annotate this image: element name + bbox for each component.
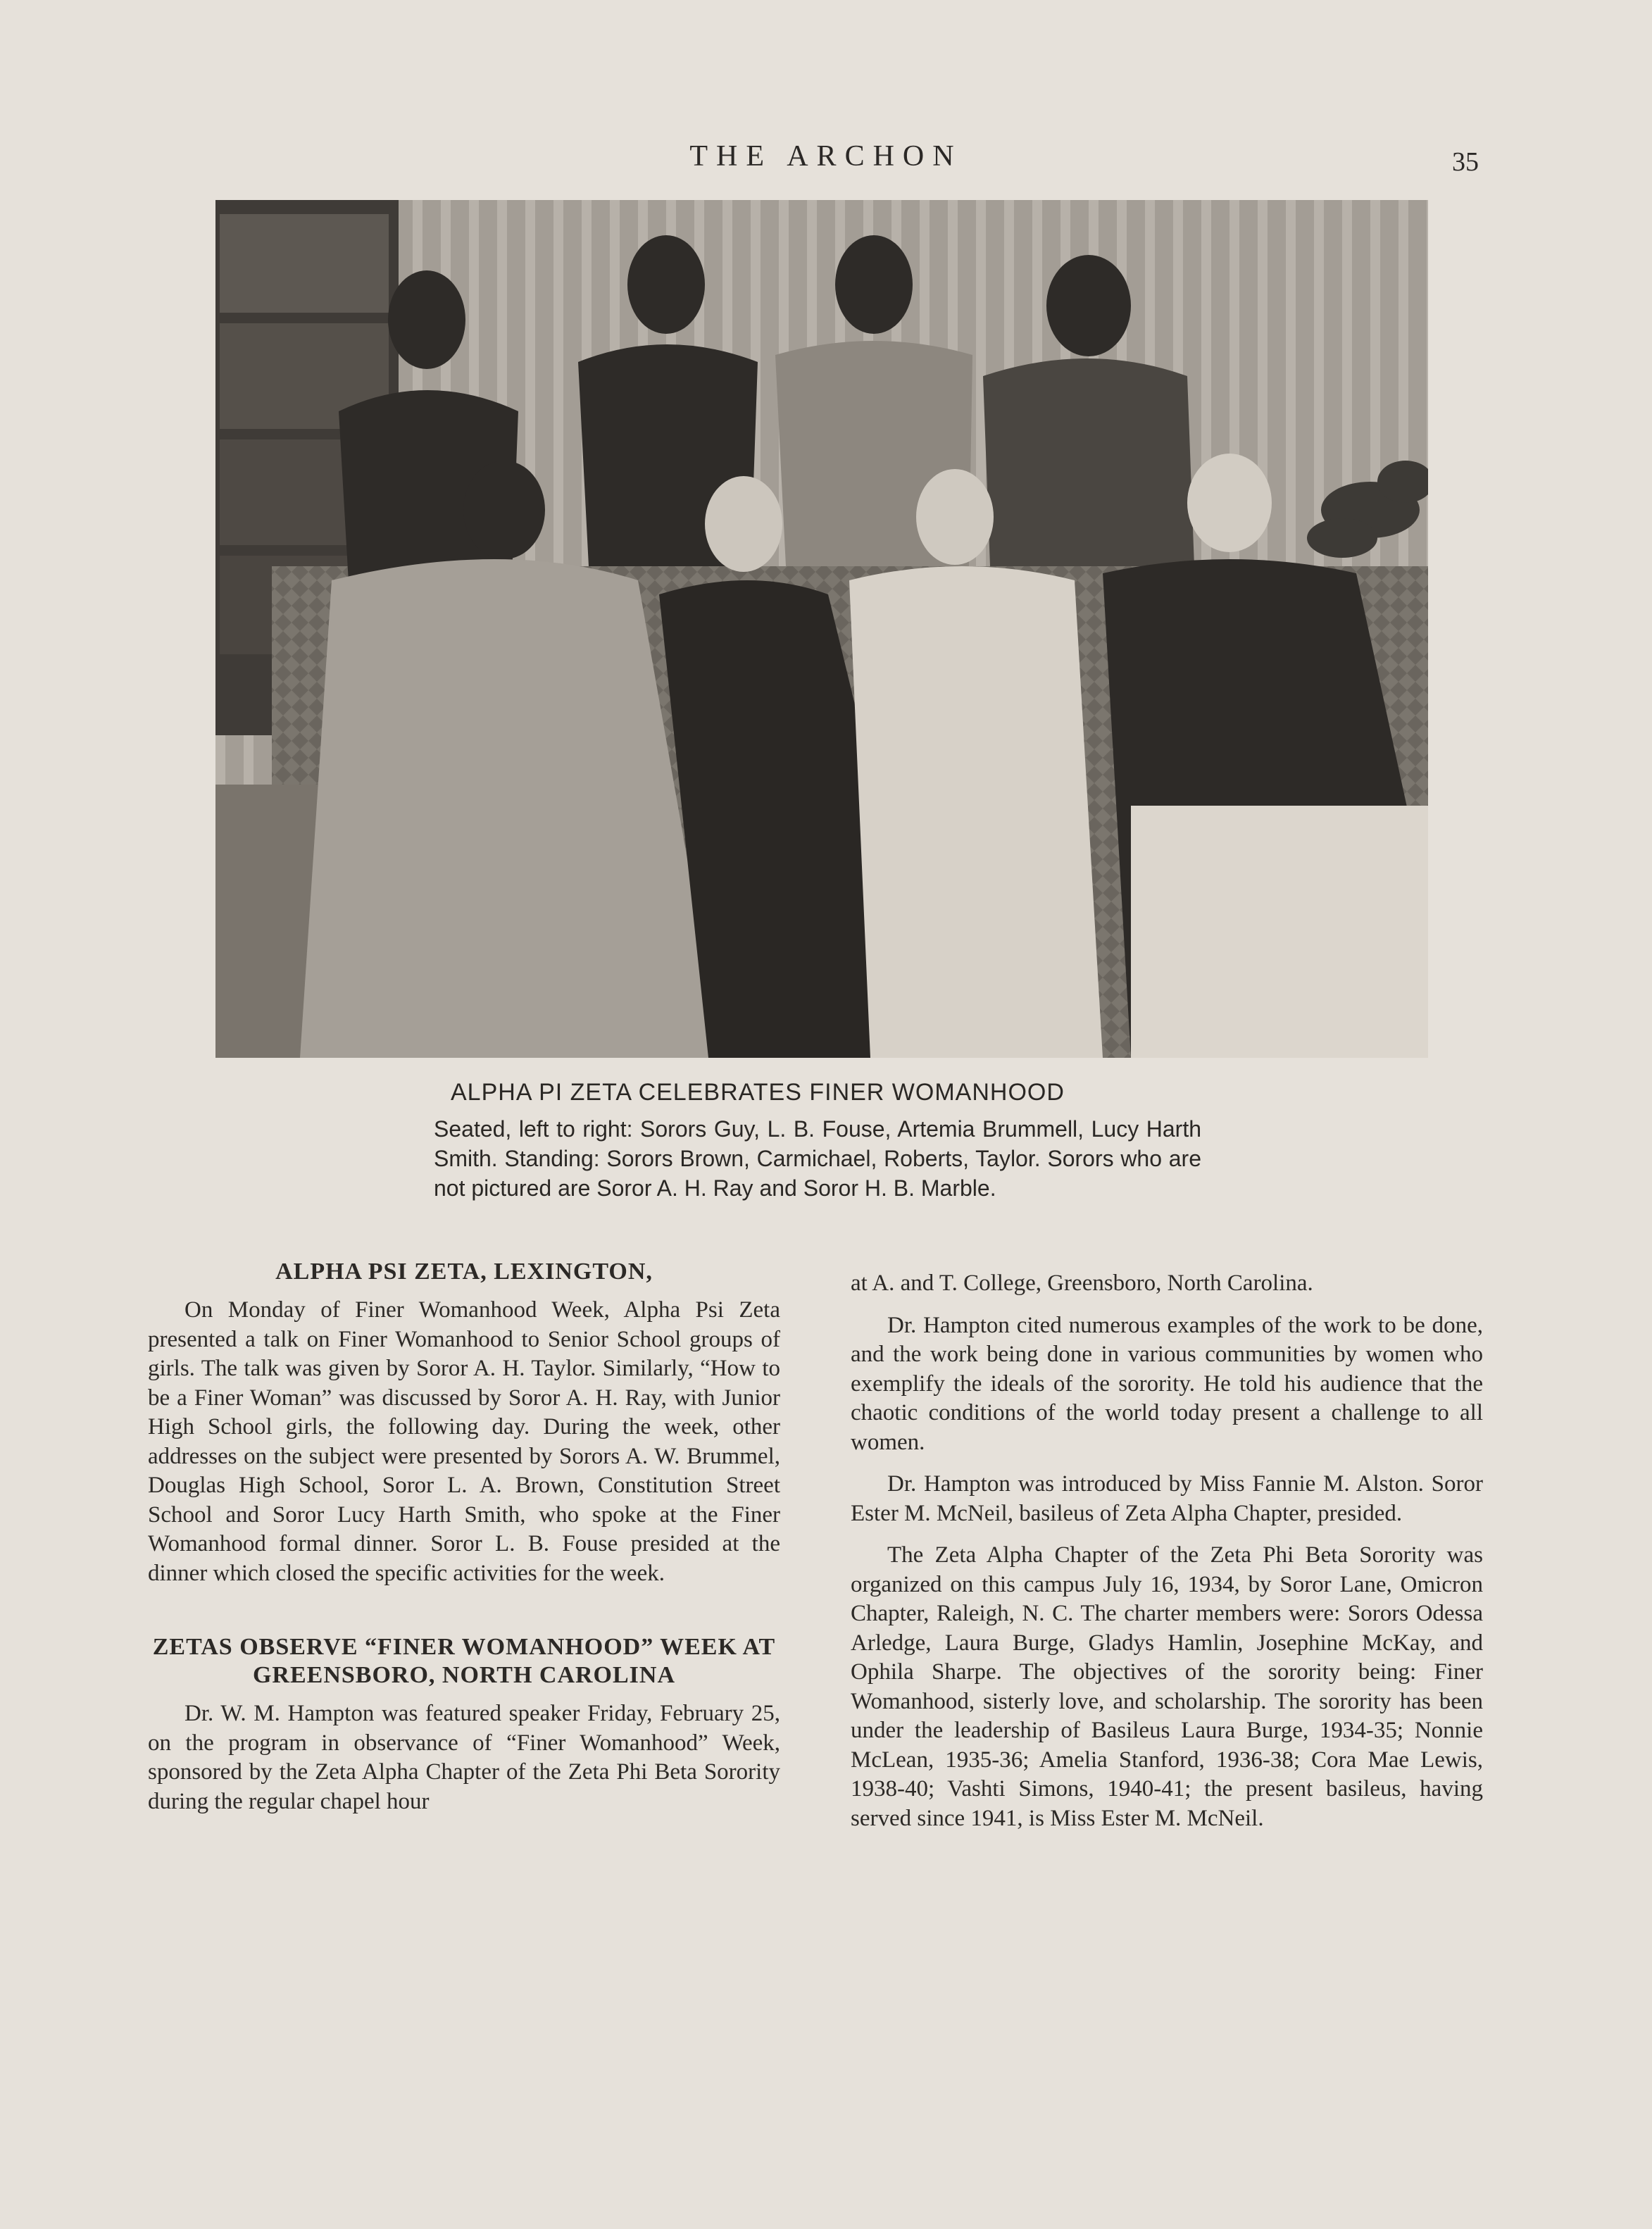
group-photograph (215, 200, 1428, 1058)
article-paragraph: On Monday of Finer Womanhood Week, Alpha Psi Zeta presented a talk on Finer Womanhood to Senior School groups of girls. The talk was given by Soror A. H. Taylor. Similarly, “How to be a Finer Woman” was discussed by Soror A. H. Ray, with Junior High School girls, the following day. During the week, other addresses on the subject were presented by Sorors A. W. Brummel, Douglas High School, Soror L. A. Brown, Constitution Street School and Soror Lucy Harth Smith, who spoke at the Finer Womanhood formal dinner. Soror L. B. Fouse presided at the dinner which closed the specific activities for the week. (148, 1297, 780, 1586)
article-paragraph: Dr. W. M. Hampton was featured speaker Friday, February 25, on the program in observance of “Finer Womanhood” Week, sponsored by the Zeta Alpha Chapter of the Zeta Phi Beta Sorority during the regular chapel hour (148, 1701, 780, 1814)
right-column (851, 1269, 1483, 1833)
running-title: THE ARCHON (689, 140, 963, 173)
article-heading: ALPHA PSI ZETA, LEXINGTON, (275, 1259, 653, 1285)
article-paragraph: The Zeta Alpha Chapter of the Zeta Phi Beta Sorority was organized on this campus July 16, 1934, by Soror Lane, Omicron Chapter, Raleigh, N. C. The charter members were: Sorors Odessa Arledge, Laura Burge, Gladys Hamlin, Josephine McKay, and Ophila Sharpe. The objectives of the sorority being: Finer Womanhood, sisterly love, and scholarship. The sorority has been under the leadership of Basileus Laura Burge, 1934-35; Nonnie McLean, 1935-36; Amelia Stanford, 1936-38; Cora Mae Lewis, 1938-40; Vashti Simons, 1940-41; the present basileus, having served since 1941, is Miss Ester M. McNeil. (851, 1542, 1483, 1831)
article-heading: ZETAS OBSERVE “FINER WOMANHOOD” WEEK AT GREENSBORO, NORTH CAROLINA (152, 1634, 776, 1688)
caption-body: Seated, left to right: Sorors Guy, L. B. Fouse, Artemia Brummell, Lucy Harth Smith. Standing: Sorors Brown, Carmichael, Roberts, Taylor. Sorors who are not pictured are Soror A. H. Ray and Soror H. B. Marble. (434, 1116, 1201, 1201)
article-paragraph: at A. and T. College, Greensboro, North Carolina. (851, 1270, 1313, 1296)
page-number: 35 (1452, 147, 1479, 177)
article-paragraph: Dr. Hampton cited numerous examples of the work to be done, and the work being done in various communities by women who exemplify the ideals of the sorority. He told his audience that the chaotic conditions of the world today present a challenge to all women. (851, 1312, 1483, 1455)
left-column (148, 1258, 780, 1816)
article-paragraph: Dr. Hampton was introduced by Miss Fannie M. Alston. Soror Ester M. McNeil, basileus of Zeta Alpha Chapter, presided. (851, 1471, 1483, 1526)
caption-title: ALPHA PI ZETA CELEBRATES FINER WOMANHOOD (451, 1079, 1065, 1106)
